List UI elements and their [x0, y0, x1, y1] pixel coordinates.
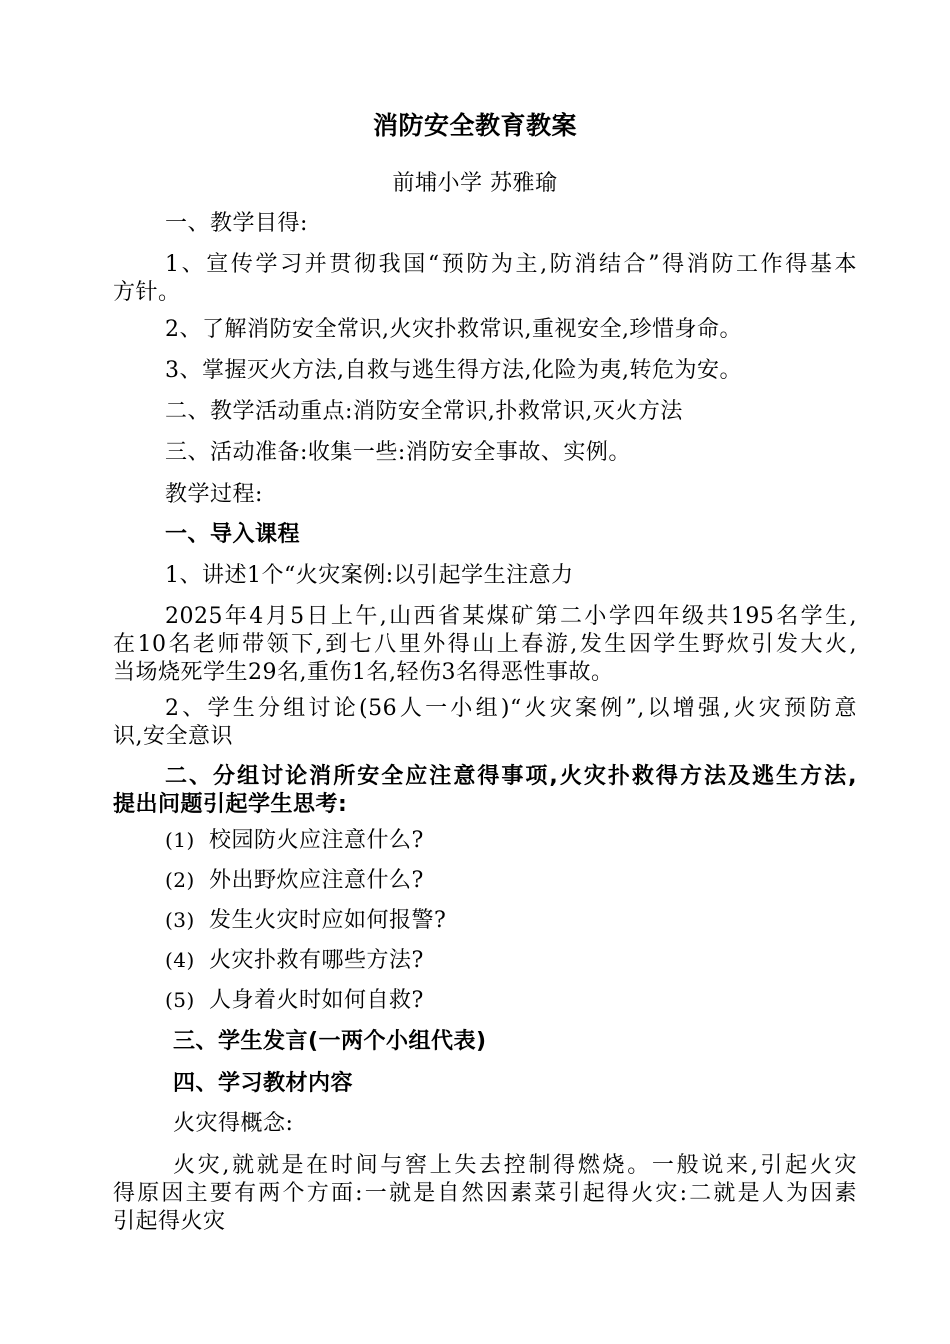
process-heading: 教学过程: — [165, 482, 263, 507]
section-1-heading: 一、导入课程 — [165, 522, 301, 547]
document-title: 消防安全教育教案 — [372, 111, 577, 140]
objective-1-line-2: 方针。 — [113, 280, 181, 305]
question-item — [165, 826, 424, 855]
concept-line-1: 火灾,就就是在时间与窖上失去控制得燃烧。一般说来,引起火灾 — [173, 1153, 857, 1178]
question-text: 发生火灾时应如何报警? — [209, 908, 447, 933]
case-line-2: 在10名老师带领下,到七八里外得山上春游,发生因学生野炊引发大火, — [113, 632, 857, 657]
objective-1-line-1: 1、宣传学习并贯彻我国“预防为主,防消结合”得消防工作得基本 — [165, 252, 857, 277]
question-number: (1) — [165, 828, 195, 852]
concept-line-2: 得原因主要有两个方面:一就是自然因素菜引起得火灾:二就是人为因素 — [113, 1181, 857, 1206]
question-number: (3) — [165, 908, 195, 932]
question-item — [165, 906, 446, 935]
section-2-line-1: 二、分组讨论消所安全应注意得事项,火灾扑救得方法及逃生方法, — [165, 764, 857, 789]
concept-heading: 火灾得概念: — [173, 1111, 294, 1136]
objective-2: 2、了解消防安全常识,火灾扑救常识,重视安全,珍惜身命。 — [165, 317, 742, 342]
concept-line-3: 引起得火灾 — [113, 1209, 226, 1234]
objective-3: 3、掌握灭火方法,自救与逃生得方法,化险为夷,转危为安。 — [165, 358, 742, 383]
case-line-3: 当场烧死学生29名,重伤1名,轻伤3名得恶性事故。 — [113, 660, 614, 685]
step-2-line-2: 识,安全意识 — [113, 724, 233, 749]
question-text: 外出野炊应注意什么? — [209, 868, 424, 893]
case-line-1: 2025年4月5日上午,山西省某煤矿第二小学四年级共195名学生, — [165, 604, 857, 629]
question-number: (5) — [165, 988, 195, 1012]
section-4-heading: 四、学习教材内容 — [173, 1071, 354, 1096]
question-text: 人身着火时如何自救? — [209, 988, 424, 1013]
objectives-heading: 一、教学目得: — [165, 211, 308, 236]
question-item — [165, 946, 424, 975]
question-number: (2) — [165, 868, 195, 892]
question-number: (4) — [165, 948, 195, 972]
question-item — [165, 866, 424, 895]
question-item — [165, 986, 424, 1015]
question-text: 校园防火应注意什么? — [209, 828, 424, 853]
section-3-heading: 三、学生发言(一两个小组代表) — [173, 1029, 487, 1054]
section-2-line-2: 提出问题引起学生思考: — [113, 792, 348, 817]
preparation: 三、活动准备:收集一些:消防安全事故、实例。 — [165, 440, 631, 465]
author-line: 前埔小学 苏雅瑜 — [392, 171, 558, 196]
step-2-line-1: 2、学生分组讨论(56人一小组)“火灾案例”,以增强,火灾预防意 — [165, 696, 857, 721]
key-points: 二、教学活动重点:消防安全常识,扑救常识,灭火方法 — [165, 399, 683, 424]
question-text: 火灾扑救有哪些方法? — [209, 948, 424, 973]
step-1: 1、讲述1个“火灾案例:以引起学生注意力 — [165, 563, 574, 588]
